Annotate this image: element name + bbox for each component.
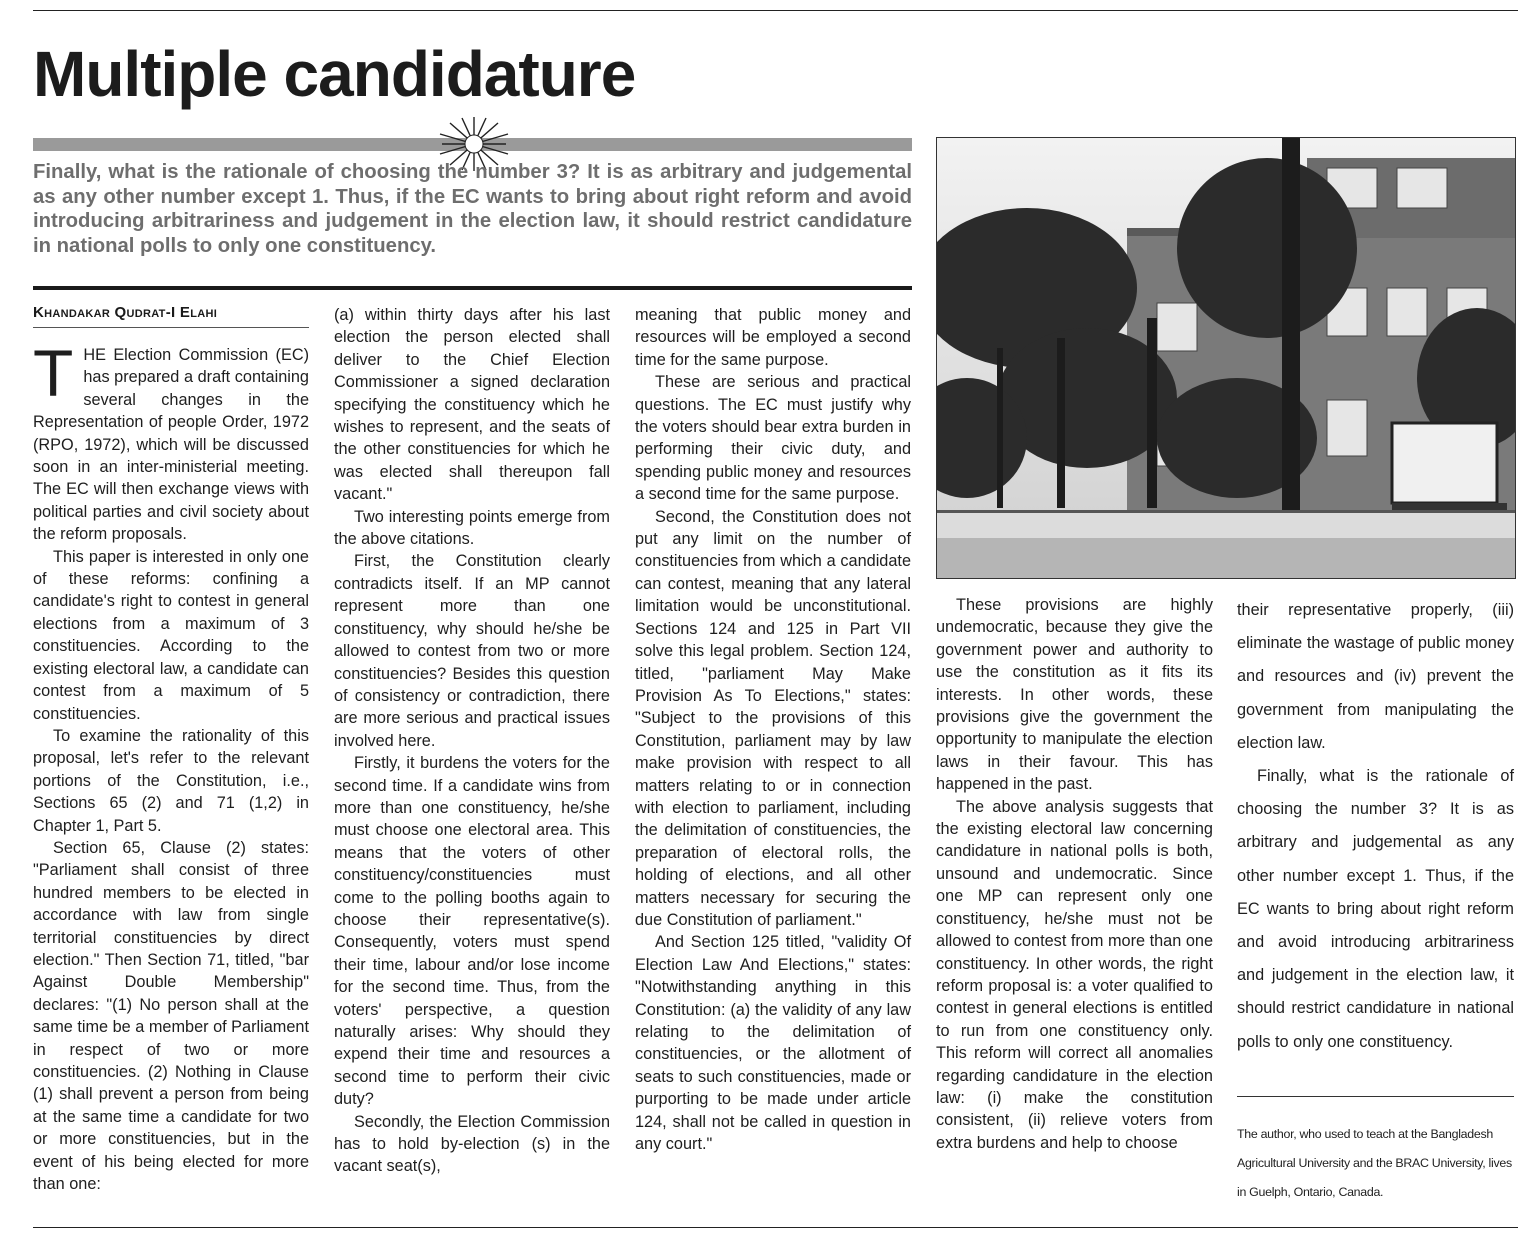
paragraph: meaning that public money and resources will be employed a second time for the same purpose. (635, 306, 911, 369)
drop-cap: T (33, 336, 74, 410)
paragraph: Firstly, it burdens the voters for the second time. If a candidate wins from more than one constituency, he/she must choose one electoral area. This means that the voters of other constituency/constituencies must come to the polling booths again to choose their representative(s). Consequently, voters must spend their time, labour and/or lose income for the second time. Thus, from the voters' perspective, a question naturally arises: Why should they expend their time and resources a second time to perform their civic duty? (334, 754, 610, 1109)
column-1 (33, 336, 309, 1195)
paragraph: These provisions are highly undemocratic, because they give the government power and authority to use the constitution as it fits its interests. In other words, these provisions give the government the opportunity to manipulate the election laws in their favour. This has happened in the past. (936, 596, 1213, 794)
paragraph: Secondly, the Election Commission has to hold by-election (s) in the vacant seat(s), (334, 1112, 610, 1176)
paragraph (33, 336, 309, 546)
deck-summary: Finally, what is the rationale of choosing the number 3? It is as arbitrary and judgemental as any other number except 1. Thus, if the EC wants to bring about right reform and avoid introducing arbitrariness and judgement in the election law, it should restrict candidature in national polls to only one constituency. (33, 161, 912, 257)
paragraph: These are serious and practical questions. The EC must justify why the voters should bear extra burden in performing their civic duty, and spending public money and resources a second time for the same purpose. (635, 373, 911, 504)
paragraph: Finally, what is the rationale of choosing the number 3? It is as arbitrary and judgemental as any other number except 1. Thus, if the EC wants to bring about right reform and avoid introducing arbitrariness and judgement in the election law, it should restrict candidature in national polls to only one constituency. (1237, 767, 1514, 1051)
author-rule (1237, 1096, 1514, 1097)
photo-illustration (937, 138, 1515, 578)
byline: Khandakar Qudrat-I Elahi (33, 304, 309, 328)
paragraph-text: HE Election Commission (EC) has prepared a draft containing several changes in the Representation of people Order, 1972 (RPO, 1972), which will be discussed soon in an inter-ministerial meeting. The EC will then exchange views with political parties and civil society about the reform proposals. (33, 346, 309, 544)
column-5 (1237, 594, 1514, 1059)
column-2 (334, 304, 610, 1178)
paragraph: And Section 125 titled, "validity Of Election Law And Elections," states: "Notwithstanding anything in this Constitution: (a) the validity of any law relating to the delimitation of constituencies, or the allotment of seats to such constituencies, made or purporting to be made under article 124, shall not be called in question in any court." (635, 933, 911, 1154)
paragraph: their representative properly, (iii) eliminate the wastage of public money and resources and (iv) prevent the government from manipulating the election law. (1237, 601, 1514, 752)
column-4 (936, 594, 1213, 1154)
paragraph: The above analysis suggests that the existing electoral law concerning candidature in national polls is both, unsound and undemocratic. Since one MP can represent only one constituency, he/she must not be allowed to contest from more than one constituency. In other words, the right reform proposal is: a voter qualified to contest in general elections is entitled to run from one constituency only. This reform will correct all anomalies regarding candidature in the election law: (i) make the constitution consistent, (ii) relieve voters from extra burdens and help to choose (936, 797, 1213, 1152)
bottom-rule (33, 1227, 1518, 1228)
author-note: The author, who used to teach at the Bangladesh Agricultural University and the BRAC University, lives in Guelph, Ontario, Canada. (1237, 1127, 1512, 1199)
column-3 (635, 304, 911, 1155)
paragraph: To examine the rationality of this proposal, let's refer to the relevant portions of the Constitution, i.e., Sections 65 (2) and 71 (1,2) in Chapter 1, Part 5. (33, 726, 309, 835)
headline: Multiple candidature (33, 38, 636, 110)
deck-rule (33, 286, 912, 290)
paragraph: This paper is interested in only one of these reforms: confining a candidate's right to contest in general elections from a maximum of 3 constituencies. According to the existing electoral law, a candidate can contest from a maximum of 5 constituencies. (33, 547, 309, 723)
top-rule (33, 10, 1518, 11)
building-photo (936, 137, 1516, 579)
paragraph: First, the Constitution clearly contradicts itself. If an MP cannot represent more than one constituency, why should he/she be allowed to contest from two or more constituencies? Besides this question of consistency or contradiction, there are more serious and practical issues involved here. (334, 552, 610, 750)
paragraph: Second, the Constitution does not put any limit on the number of constituencies from which a candidate can contest, meaning that any lateral limitation would be unconstitutional. Sections 124 and 125 in Part VII solve this legal problem. Section 124, titled, "parliament May Make Provision As To Elections," states: "Subject to the provisions of this Constitution, parliament may by law make provision with respect to all matters relating to or in connection with election to parliament, including the delimitation of constituencies, the preparation of electoral rolls, the holding of elections, and all other matters necessary for securing the due Constitution of parliament." (635, 507, 911, 929)
paragraph: Section 65, Clause (2) states: "Parliament shall consist of three hundred members to be elected in accordance with law from single territorial constituencies by direct election." Then Section 71, titled, "bar Against Double Membership" declares: "(1) No person shall at the same time be a member of Parliament in respect of two or more constituencies. (2) Nothing in Clause (1) shall prevent a person from being at the same time a candidate for two or more constituencies, but in the event of his being elected for more than one: (33, 838, 309, 1194)
paragraph: Two interesting points emerge from the above citations. (334, 507, 610, 549)
paragraph: (a) within thirty days after his last election the person elected shall deliver to the Chief Election Commissioner a signed declaration specifying the constituency which he wishes to represent, and the seats of the other constituencies for which he was elected shall thereupon fall vacant." (334, 306, 610, 504)
